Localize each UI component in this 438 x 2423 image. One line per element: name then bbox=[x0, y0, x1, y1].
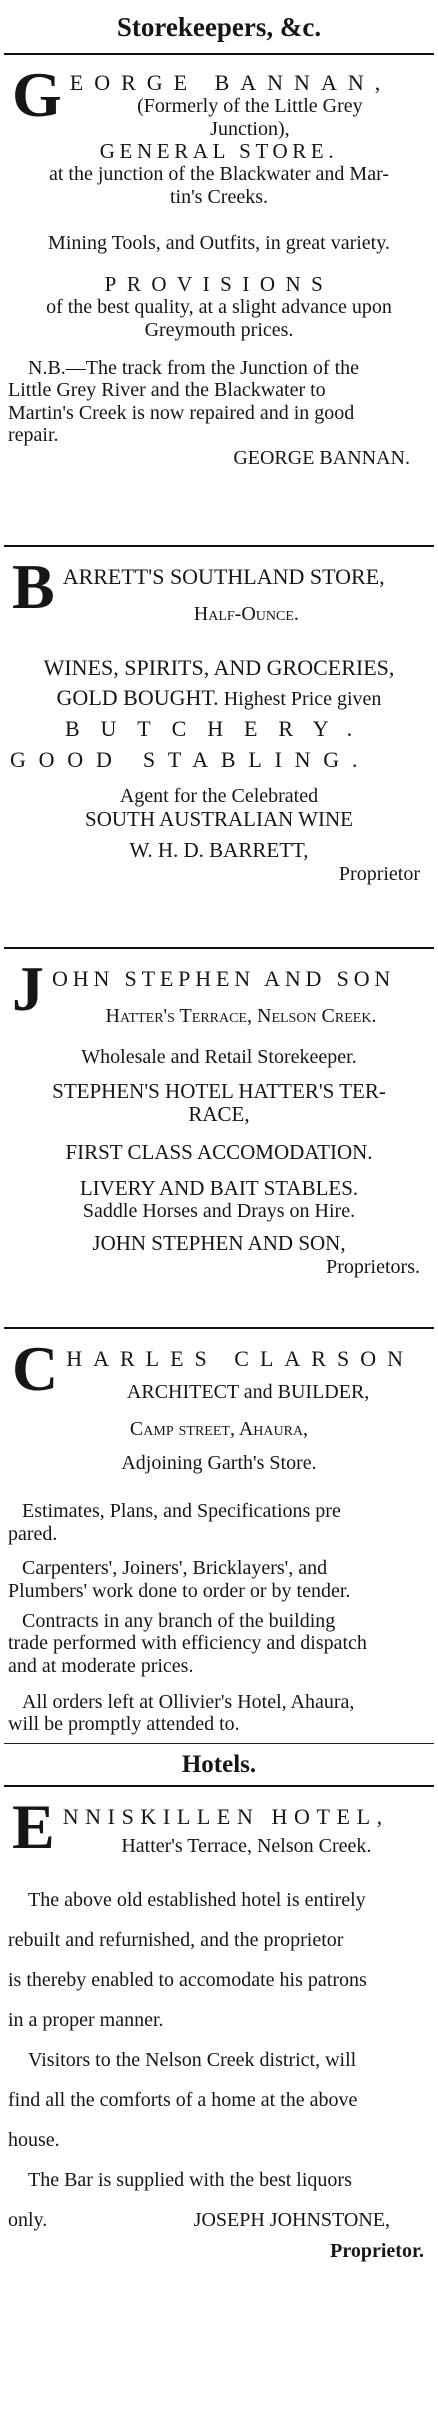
section-heading-storekeepers: Storekeepers, &c. bbox=[116, 12, 322, 42]
text-line: rebuilt and refurnished, and the proprietor bbox=[8, 1928, 344, 1951]
signature: JOSEPH JOHNSTONE, bbox=[193, 2208, 390, 2231]
advertiser-name: ARRETT'S SOUTHLAND STORE, bbox=[62, 564, 385, 589]
text-line: Estimates, Plans, and Specifications pre bbox=[22, 1500, 341, 1523]
text-line: Greymouth prices. bbox=[144, 318, 294, 341]
text-line: Camp street, Ahaura, bbox=[129, 1417, 309, 1440]
drop-cap: B bbox=[12, 551, 55, 622]
text-line: Junction), bbox=[210, 117, 290, 140]
ad-enniskillen-hotel bbox=[0, 1787, 438, 2262]
text-line: Carpenters', Joiners', Bricklayers', and bbox=[22, 1557, 328, 1580]
text-line: Proprietors. bbox=[326, 1255, 420, 1278]
text-line: All orders left at Ollivier's Hotel, Ahaura, bbox=[22, 1691, 355, 1714]
advertiser-name: HARLES CLARSON bbox=[66, 1346, 414, 1371]
text-line: Highest Price given bbox=[223, 688, 382, 711]
text-line: of the best quality, at a slight advance upon bbox=[46, 296, 392, 319]
text-line: find all the comforts of a home at the above bbox=[8, 2088, 358, 2111]
text-line: Adjoining Garth's Store. bbox=[121, 1451, 317, 1474]
text-line: only. bbox=[8, 2208, 48, 2231]
text-line: STEPHEN'S HOTEL HATTER'S TER- bbox=[52, 1078, 386, 1103]
text-line: Contracts in any branch of the building bbox=[22, 1609, 336, 1632]
signature: GEORGE BANNAN. bbox=[233, 446, 410, 469]
text-line: LIVERY AND BAIT STABLES. bbox=[79, 1175, 359, 1200]
text-line: Agent for the Celebrated bbox=[119, 785, 319, 808]
text-line: Hatter's Terrace, Nelson Creek. bbox=[121, 1835, 372, 1858]
text-line: N.B.—The track from the Junction of the bbox=[28, 356, 360, 379]
text-line: Proprietor. bbox=[330, 2239, 424, 2262]
text-line: is thereby enabled to accomodate his patrons bbox=[8, 1968, 367, 1991]
ad-charles-clarson bbox=[0, 1329, 438, 1743]
signature: JOHN STEPHEN AND SON, bbox=[92, 1231, 346, 1256]
text-line: at the junction of the Blackwater and Mar- bbox=[48, 163, 390, 186]
text-line: and at moderate prices. bbox=[8, 1654, 194, 1677]
text-line: (Formerly of the Little Grey bbox=[137, 95, 363, 118]
text-line: tin's Creeks. bbox=[169, 185, 269, 208]
text-line: Half-Ounce. bbox=[193, 603, 299, 626]
gold-bought: GOLD BOUGHT. bbox=[56, 685, 219, 711]
text-line: pared. bbox=[8, 1522, 58, 1545]
advertiser-name: EORGE BANNAN, bbox=[69, 70, 392, 95]
drop-cap: E bbox=[12, 1791, 55, 1862]
ad-john-stephen bbox=[0, 949, 438, 1327]
drop-cap: C bbox=[12, 1333, 59, 1404]
section-heading-hotels: Hotels. bbox=[181, 1751, 257, 1778]
provisions-title: PROVISIONS bbox=[104, 271, 334, 296]
text-line: house. bbox=[8, 2128, 60, 2151]
text-line: The above old established hotel is entirely bbox=[28, 1888, 366, 1911]
text-line: ARCHITECT and BUILDER, bbox=[126, 1381, 370, 1404]
text-line: Visitors to the Nelson Creek district, will bbox=[28, 2048, 357, 2071]
text-line: Saddle Horses and Drays on Hire. bbox=[82, 1200, 356, 1223]
text-line: will be promptly attended to. bbox=[8, 1713, 240, 1736]
store-title: GENERAL STORE. bbox=[99, 138, 339, 163]
text-line: Little Grey River and the Blackwater to bbox=[8, 379, 326, 402]
text-line: The Bar is supplied with the best liquors bbox=[28, 2168, 352, 2191]
butchery-title: BUTCHERY. bbox=[64, 715, 374, 741]
ad-barrett bbox=[0, 547, 438, 947]
stabling-title: GOOD STABLING. bbox=[10, 747, 371, 773]
advertiser-name: NNISKILLEN HOTEL, bbox=[62, 1804, 389, 1829]
drop-cap: J bbox=[12, 953, 44, 1024]
text-line: FIRST CLASS ACCOMODATION. bbox=[65, 1140, 373, 1164]
text-line: Hatter's Terrace, Nelson Creek. bbox=[105, 1005, 377, 1028]
text-line: Plumbers' work done to order or by tender. bbox=[8, 1579, 351, 1602]
text-line: Martin's Creek is now repaired and in good bbox=[8, 401, 355, 424]
ad-george-bannan bbox=[0, 55, 438, 545]
text-line: RACE, bbox=[188, 1102, 250, 1127]
text-line: trade performed with efficiency and dispatch bbox=[8, 1632, 367, 1655]
text-line: Proprietor bbox=[338, 862, 420, 885]
text-line: WINES, SPIRITS, AND GROCERIES, bbox=[43, 654, 395, 680]
text-line: repair. bbox=[8, 424, 59, 447]
text-line: Wholesale and Retail Storekeeper. bbox=[81, 1045, 357, 1068]
text-line: SOUTH AUSTRALIAN WINE bbox=[85, 806, 353, 831]
drop-cap: G bbox=[12, 59, 62, 130]
signature: W. H. D. BARRETT, bbox=[129, 838, 309, 863]
advertiser-name: OHN STEPHEN AND SON bbox=[52, 966, 396, 991]
text-line: in a proper manner. bbox=[8, 2008, 164, 2031]
stabling-line bbox=[8, 747, 430, 773]
text-line: Mining Tools, and Outfits, in great variety. bbox=[48, 232, 390, 255]
